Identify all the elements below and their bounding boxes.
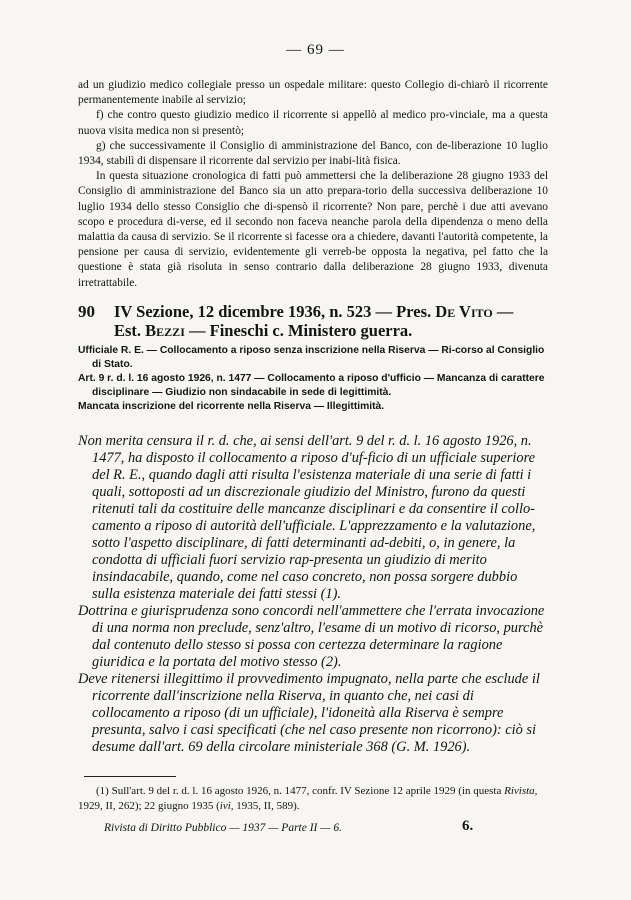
running-footer: Rivista di Diritto Pubblico — 1937 — Parte II — 6.	[104, 822, 342, 834]
body-paragraph: ad un giudizio medico collegiale presso un ospedale militare: questo Collegio di-chiarò il ricorrente permanentemente inabile al servizio;	[78, 79, 548, 107]
abstract-paragraph: Deve ritenersi illegittimo il provvedimento impugnato, nella parte che esclude il ricorrente dall'inscrizione nella Riserva, in quanto che, nei casi di collocamento a riposo (di un ufficiale), l'idoneità alla Riserva è sempre presunta, salvo i casi specificati (che nel caso presente non ricorrono): ciò si desume dall'art. 69 della circolare ministeriale 368 (G. M. 1926).	[78, 671, 540, 755]
massima: Art. 9 r. d. l. 16 agosto 1926, n. 1477 — Collocamento a riposo d'ufficio — Mancanza di carattere disciplinare — Giudizio non sindacabile in sede di legittimità.	[78, 373, 545, 398]
entry-court-date: IV Sezione, 12 dicembre 1936, n. 523 — Pres.	[114, 302, 432, 321]
entry-heading-line1	[114, 302, 513, 321]
entry-president: De Vito	[435, 302, 493, 321]
entry-parties: — Fineschi c. Ministero guerra.	[188, 321, 413, 340]
entry-dash: —	[496, 302, 514, 321]
massima: Mancata inscrizione del ricorrente nella Riserva — Illegittimità.	[78, 401, 385, 412]
entry-estensore: Bezzi	[145, 321, 185, 340]
footnote-ivi: ivi,	[219, 800, 234, 812]
abstract-paragraph: Non merita censura il r. d. che, ai sensi dell'art. 9 del r. d. l. 16 agosto 1926, n. 1477, ha disposto il collocamento a riposo d'uf-ficio di un ufficiale superiore del R. E., quando dagli atti risulta l'esistenza materiale di una serie di fatti i quali, sottoposti ad un discrezionale giudizio del Ministro, furono da questi ritenuti tali da costituire delle mancanze disciplinari e da consentire il collo-camento a riposo di autorità dell'ufficiale. L'apprezzamento e la valutazione, sotto l'aspetto disciplinare, di fatti determinanti ad-debiti, o, in genere, la condotta di ufficiali fuori servizio rap-presenta un giudizio di merito insindacabile, quando, come nel caso concreto, non possa sorgere dubbio sulla esistenza materiale dei fatti stessi (1).	[78, 433, 536, 602]
footnote-tail: 1935, II, 589).	[236, 800, 300, 812]
abstract-paragraph: Dottrina e giurisprudenza sono concordi nell'ammettere che l'errata invocazione di una norma non preclude, senz'altro, l'esame di un motivo di ricorso, purchè dal contenuto dello stesso si possa con certezza determinare la ragione giuridica e la portata del motivo stesso (2).	[78, 603, 545, 670]
massima: Ufficiale R. E. — Collocamento a riposo senza inscrizione nella Riserva — Ri-corso al Consiglio di Stato.	[78, 345, 545, 370]
footnote-paragraph	[78, 784, 548, 814]
footnote-lead: (1) Sull'art. 9 del r. d. l. 16 agosto 1926, n. 1477, confr. IV Sezione 12 aprile 1929 (in questa	[96, 785, 502, 797]
footnote-rule	[84, 776, 176, 777]
entry-heading-line2	[114, 321, 412, 340]
abstract-text	[78, 433, 548, 756]
footnote-journal: Rivista,	[504, 785, 538, 797]
body-paragraph: In questa situazione cronologica di fatti può ammettersi che la deliberazione 28 giugno 1933 del Consiglio di amministrazione del Banco sia un atto prepara-torio della successiva deliberazione 10 luglio 1934 dello stesso Consiglio che di-spensò il ricorrente? Non pare, perchè i due atti avevano scopo e procedura di-verse, ed il secondo non faceva neanche parola della dipendenza o meno della malattia da causa di servizio. Se il ricorrente si facesse ora a chiedere, davanti l'autorità competente, la pensione per causa di servizio, evidentemente gli verreb-be opposta la negativa, pel fatto che la questione è stata già risoluta in senso contrario dalla deliberazione 28 giugno 1933, divenuta irretrattabile.	[78, 170, 548, 289]
entry-number: 90	[78, 302, 95, 321]
entry-estensore-label: Est.	[114, 321, 142, 340]
body-paragraph: f) che contro questo giudizio medico il ricorrente si appellò al medico pro-vinciale, ma a questa nuova visita medica non si presentò;	[78, 109, 548, 137]
body-text	[78, 78, 548, 291]
massime-list	[78, 344, 548, 414]
body-paragraph: g) che successivamente il Consiglio di amministrazione del Banco, con de-liberazione 10 luglio 1934, stabilì di dispensare il ricorrente dal servizio per inabi-lità fisica.	[78, 139, 548, 168]
footnote-middle: 1929, II, 262); 22 giugno 1935 (	[78, 800, 220, 812]
page-number: — 69 —	[286, 42, 345, 58]
footnote	[78, 784, 548, 814]
signature-mark: 6.	[462, 818, 474, 834]
